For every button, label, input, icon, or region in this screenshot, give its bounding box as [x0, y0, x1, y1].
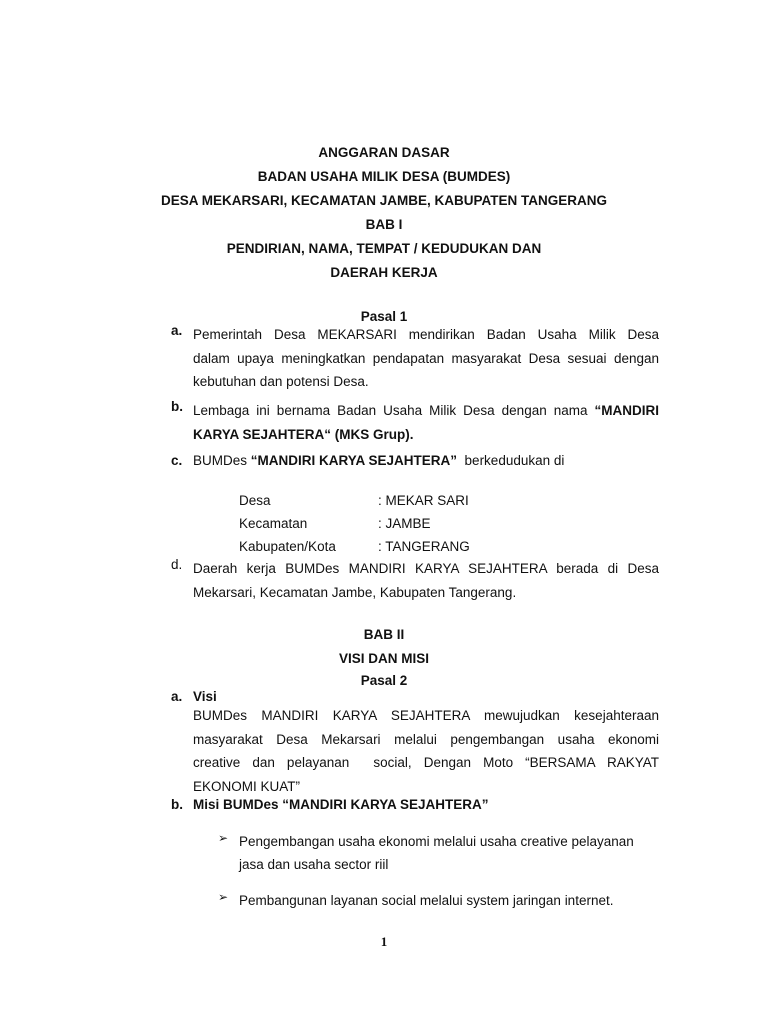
misi-item	[239, 830, 659, 876]
location-value-desa: : MEKAR SARI	[378, 493, 469, 508]
bab-1-title-line-1: PENDIRIAN, NAMA, TEMPAT / KEDUDUKAN DAN	[226, 241, 542, 256]
item-a-line: dalam upaya meningkatkan pendapatan masyarakat Desa sesuai dengan	[193, 350, 659, 366]
bab-2-title: VISI DAN MISI	[338, 651, 429, 666]
visi-line: EKONOMI KUAT”	[193, 778, 301, 794]
arrow-bullet-icon: ➢	[218, 831, 229, 845]
item-c-name-bold: “MANDIRI KARYA SEJAHTERA”	[250, 453, 458, 468]
item-a-paragraph	[193, 323, 659, 394]
item-a-line: kebutuhan dan potensi Desa.	[193, 374, 369, 389]
item-c-text: BUMDes	[193, 453, 251, 468]
location-label-kabupaten: Kabupaten/Kota	[239, 539, 336, 554]
location-value-kabupaten: : TANGERANG	[378, 539, 470, 554]
pasal-2-heading: Pasal 2	[360, 673, 408, 688]
item-d-paragraph	[193, 557, 659, 604]
item-c-marker: c.	[171, 453, 183, 468]
misi-item-line: Pengembangan usaha ekonomi melalui usaha creative pelayanan	[239, 834, 634, 849]
visi-marker: a.	[171, 689, 183, 704]
bab-1-title-line-2: DAERAH KERJA	[330, 265, 438, 280]
visi-line: BUMDes MANDIRI KARYA SEJAHTERA mewujudkan kesejahteraan	[193, 708, 659, 723]
item-d-marker: d.	[171, 557, 183, 572]
location-value-kecamatan: : JAMBE	[378, 516, 431, 531]
visi-line: creative dan pelayanan social, Dengan Moto “BERSAMA RAKYAT	[193, 755, 659, 770]
bab-2-heading: BAB II	[363, 627, 405, 642]
item-b-name-bold-line2: KARYA SEJAHTERA“ (MKS Grup).	[193, 426, 414, 442]
item-a-marker: a.	[171, 323, 183, 338]
visi-label: Visi	[193, 689, 217, 704]
item-c-line	[193, 453, 564, 469]
item-b-line	[193, 399, 659, 423]
misi-item-line: jasa dan usaha sector riil	[239, 857, 389, 872]
item-b-marker: b.	[171, 399, 183, 414]
item-a-line: Pemerintah Desa MEKARSARI mendirikan Badan Usaha Milik Desa	[193, 327, 659, 342]
location-label-kecamatan: Kecamatan	[239, 516, 308, 531]
item-d-line: Mekarsari, Kecamatan Jambe, Kabupaten Tangerang.	[193, 584, 517, 600]
visi-line: masyarakat Desa Mekarsari melalui pengembangan usaha ekonomi	[193, 731, 659, 747]
arrow-bullet-icon: ➢	[218, 890, 229, 904]
pasal-1-heading: Pasal 1	[360, 309, 408, 324]
misi-label: Misi BUMDes “MANDIRI KARYA SEJAHTERA”	[193, 797, 489, 812]
page-number: 1	[380, 934, 388, 949]
misi-item-line: Pembangunan layanan social melalui system jaringan internet.	[239, 893, 614, 908]
title-line-3: DESA MEKARSARI, KECAMATAN JAMBE, KABUPATEN TANGERANG	[160, 193, 607, 208]
misi-marker: b.	[171, 797, 183, 812]
title-line-2: BADAN USAHA MILIK DESA (BUMDES)	[257, 169, 511, 184]
item-d-line: Daerah kerja BUMDes MANDIRI KARYA SEJAHTERA berada di Desa	[193, 561, 659, 576]
item-b-text: Lembaga ini bernama Badan Usaha Milik Desa dengan nama	[193, 403, 595, 418]
title-line-1: ANGGARAN DASAR	[318, 145, 450, 160]
visi-paragraph	[193, 704, 659, 798]
misi-item	[239, 889, 659, 912]
item-c-text-end: berkedudukan di	[457, 453, 565, 468]
item-b-paragraph	[193, 399, 659, 446]
bab-1-heading: BAB I	[365, 217, 403, 232]
item-b-name-bold: “MANDIRI	[594, 403, 659, 418]
location-label-desa: Desa	[239, 493, 271, 508]
